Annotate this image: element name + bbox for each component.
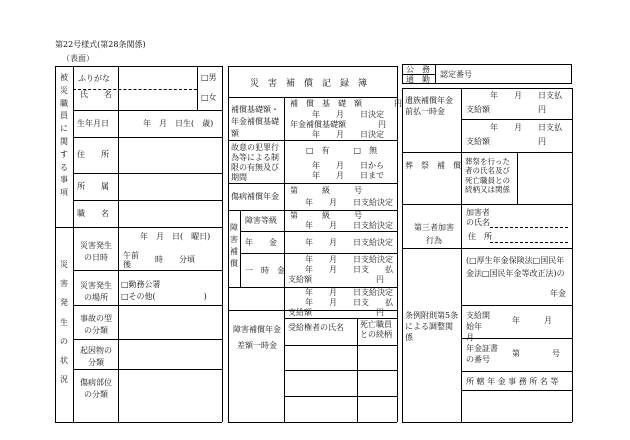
sickness-pension-date: 年 月 日支給決定 <box>305 198 393 207</box>
sickness-pension-grade: 第 級 号 <box>290 186 362 195</box>
basic-amount-date2: 年 月 日決定 <box>312 130 384 139</box>
public-duty-label: 公 務 <box>406 65 430 74</box>
difference-lump-sum-label: 障害補償年金差額一時金 <box>233 325 281 350</box>
place-office-checkbox[interactable]: □勤務公署 <box>121 280 161 289</box>
prepayment-date1: 年 月 日支払 <box>490 91 562 100</box>
section-disaster-title: 災害発生の状況 <box>60 260 68 385</box>
post-label: 職 名 <box>77 209 109 218</box>
cause-type-label: 起因物の分類 <box>80 346 112 367</box>
adjustment-pension-word: 年金 <box>550 289 566 298</box>
pension-office-label: 所 轄 年 金 事 務 所 名 等 <box>466 377 559 386</box>
accident-type-label: 事故の型の分類 <box>80 314 112 335</box>
disability-compensation-label: 障害補償 <box>230 223 238 268</box>
am-label: 午前 <box>123 251 139 260</box>
address-label: 住 所 <box>77 150 109 159</box>
crime-restriction-label: 故意の犯罪行為等による制限の有無及び期間 <box>231 143 279 182</box>
affiliation-label: 所 属 <box>77 182 109 191</box>
crime-restriction-from: 年 月 日から <box>312 161 384 170</box>
birthdate-value: 年 月 日生( 歳) <box>143 119 214 128</box>
adjustment-label: 条例附則第5条による調整関係 <box>405 311 459 343</box>
lump-sum-line5: 年 月 日支 払 <box>305 298 393 307</box>
prepayment-amount2: 支給額 円 <box>466 137 546 146</box>
payment-start-label: 支給開始年 月 <box>466 311 490 343</box>
basic-amount-line2: 年金補償基礎額 円 <box>290 120 386 129</box>
basic-amount-line1: 補 償 基 礎 額 円 <box>290 99 402 108</box>
disaster-time-value: 時 分頃 <box>155 255 195 264</box>
pension-certificate-label: 年金証書の番号 <box>466 344 498 365</box>
section-staff-title: 被災職員に関する事項 <box>60 73 68 198</box>
injury-type-label: 傷病部位の分類 <box>80 378 112 399</box>
pm-label: 後 <box>123 260 131 269</box>
disability-grade-value: 第 級 号 <box>290 211 362 220</box>
register-title: 災 害 補 償 記 録 簿 <box>250 79 368 89</box>
prepayment-amount1: 支給額 円 <box>466 105 546 114</box>
gender-female-checkbox[interactable]: □女 <box>201 93 217 102</box>
form-number: 第22号様式(第28条関係) <box>55 40 146 49</box>
lump-sum-line6: 支給額 円 <box>288 308 384 317</box>
lump-sum-line4: 年 月 日支給決定 <box>305 288 393 297</box>
lump-sum-line1: 年 月 日支給決定 <box>305 255 393 264</box>
disability-grade-date: 年 月 日支給決定 <box>305 221 393 230</box>
survivor-prepayment-label: 遺族補償年金前払一時金 <box>405 96 453 117</box>
prepayment-date2: 年 月 日支払 <box>490 123 562 132</box>
side-label: （表面） <box>62 54 94 63</box>
crime-restriction-options[interactable]: □ 有 □ 無 <box>306 146 378 155</box>
relation-label: 死亡職員との続柄 <box>360 320 392 339</box>
sickness-pension-label: 傷病補償年金 <box>231 192 279 201</box>
basic-amount-label: 補償基礎額・年金補償基礎額 <box>231 105 279 138</box>
payment-start-value: 年 月 <box>512 316 552 325</box>
assailant-address-label: 住 所 <box>468 232 492 241</box>
third-party-label: 第三者加害行為 <box>414 223 454 245</box>
adjustment-law-options[interactable]: (□厚生年金保険法□国民年金法□国民年金等改正法)の <box>466 256 565 278</box>
disability-pension-label: 年 金 <box>245 238 277 247</box>
place-other-checkbox[interactable]: □その他( ) <box>121 292 207 301</box>
name-label: 氏 名 <box>80 90 112 99</box>
certification-number-label: 認定番号 <box>440 70 472 79</box>
disability-pension-date: 年 月 日支給決定 <box>305 238 393 247</box>
funeral-compensation-label: 葬 祭 補 償 <box>405 161 461 170</box>
lump-sum-label: 一 時 金 <box>245 266 285 275</box>
lump-sum-line3: 支給額 円 <box>288 275 384 284</box>
birthdate-label: 生年月日 <box>77 119 109 128</box>
disability-grade-label: 障害等級 <box>245 216 277 225</box>
furigana-label: ふりがな <box>78 74 110 83</box>
funeral-person-label: 葬祭を行った者の氏名及び死亡職員との続柄又は関係 <box>465 157 510 195</box>
crime-restriction-to: 年 月 日まで <box>312 171 384 180</box>
assailant-name-label: 加害者の氏名 <box>466 208 490 228</box>
commute-label: 通 勤 <box>406 75 430 84</box>
pension-certificate-value: 第 号 <box>512 349 560 358</box>
basic-amount-date1: 年 月 日決定 <box>312 110 384 119</box>
recipient-name-label: 受給権者の氏名 <box>288 323 344 332</box>
disaster-date-value: 年 月 日( 曜日) <box>140 232 211 241</box>
disaster-date-label: 災害発生の日時 <box>80 241 112 262</box>
lump-sum-line2: 年 月 日支 払 <box>305 265 393 274</box>
disaster-place-label: 災害発生の場所 <box>80 281 112 302</box>
gender-male-checkbox[interactable]: □男 <box>201 73 217 82</box>
